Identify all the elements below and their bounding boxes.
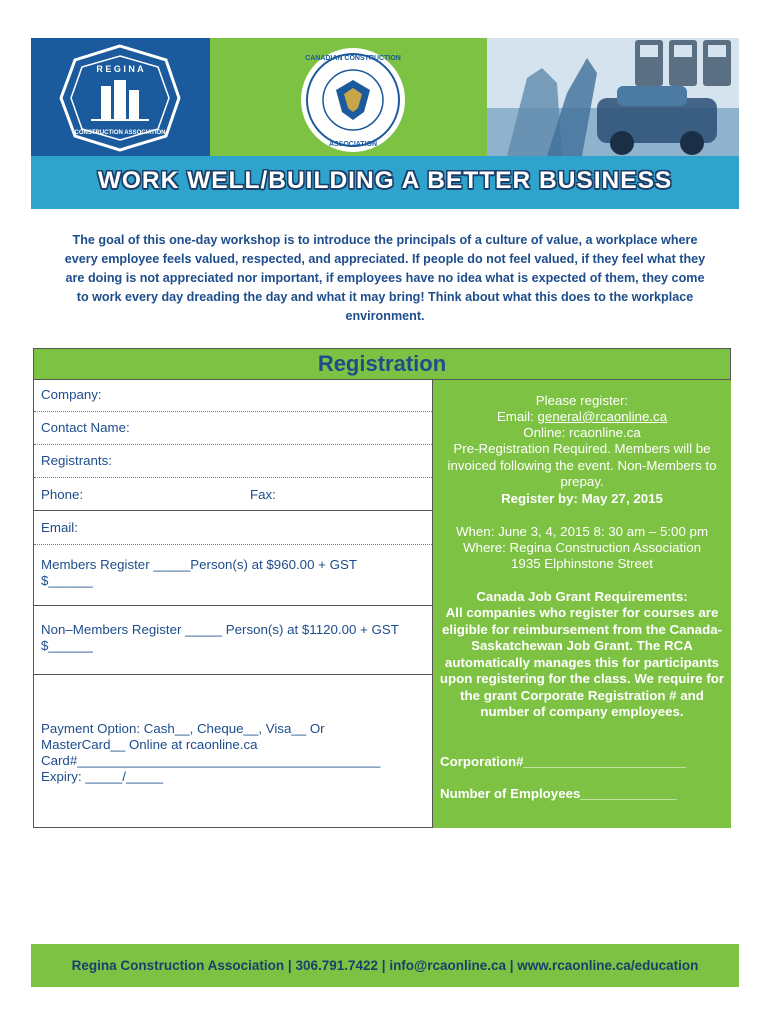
number-of-employees-field[interactable]: Number of Employees_____________ (440, 786, 677, 801)
corporation-number-field[interactable]: Corporation#______________________ (440, 754, 687, 769)
email-link[interactable]: general@rcaonline.ca (537, 409, 668, 424)
registration-title: Registration (317, 351, 447, 376)
email-line (433, 409, 731, 426)
registration-header (34, 349, 730, 380)
intro-paragraph: The goal of this one-day workshop is to introduce the principals of a culture of value, a workplace where every employee feels valued, respected, and appreciated. If people do not feel valued, if they feel what they are doing is not appreciated nor important, if employees have no idea what is expected of them, they come to work every day dreading the day and what it may bring! Think about what this does to the workplace environment. (64, 233, 706, 323)
card-number-field[interactable]: Card#_________________________________________ (41, 753, 381, 768)
preregistration-text: Pre-Registration Required. Members will be invoiced following the event. Non-Members to prepay. (447, 441, 717, 489)
svg-text:R E G I N A: R E G I N A (96, 64, 144, 74)
when-text: When: June 3, 4, 2015 8: 30 am – 5:00 pm (455, 524, 709, 539)
svg-text:CONSTRUCTION ASSOCIATION: CONSTRUCTION ASSOCIATION (74, 130, 166, 136)
footer-contact-text: Regina Construction Association | 306.791.7422 | info@rcaonline.ca | www.rcaonline.ca/education (71, 958, 699, 973)
expiry-field[interactable]: Expiry: _____/_____ (41, 769, 163, 784)
svg-text:CANADIAN CONSTRUCTION: CANADIAN CONSTRUCTION (305, 55, 401, 62)
divider (34, 477, 432, 478)
footer-bar (31, 944, 739, 987)
divider (34, 605, 432, 606)
grant-body: All companies who register for courses are eligible for reimbursement from the Canada-Saskatchewan Job Grant. The RCA automatically manages this for participants upon registering for the class. We require for the grant Corporate Registration # and number of company employees. (439, 605, 725, 719)
divider (34, 510, 432, 511)
logo-panel (31, 38, 210, 156)
divider (34, 544, 432, 545)
street-text: 1935 Elphinstone Street (511, 556, 653, 571)
please-register-text: Please register: (535, 393, 629, 408)
gold-seal-logo (210, 38, 487, 156)
seal-panel (210, 38, 487, 156)
registrants-field[interactable]: Registrants: (41, 453, 112, 468)
divider (34, 444, 432, 445)
where-text: Where: Regina Construction Association (463, 540, 701, 555)
workers-truck-photo (487, 38, 739, 156)
rca-logo (31, 38, 210, 156)
members-register-field[interactable]: Members Register _____Person(s) at $960.00 + GST $______ (41, 557, 357, 588)
phone-field[interactable]: Phone: (41, 487, 84, 502)
fax-field[interactable]: Fax: (250, 487, 276, 502)
register-by-text: Register by: May 27, 2015 (501, 491, 663, 506)
company-field[interactable]: Company: (41, 387, 102, 402)
nonmembers-register-field[interactable]: Non–Members Register _____ Person(s) at $1120.00 + GST $______ (41, 622, 399, 653)
svg-text:ASSOCIATION: ASSOCIATION (328, 141, 378, 148)
banner-title: WORK WELL/BUILDING A BETTER BUSINESS (97, 167, 673, 194)
contact-name-field[interactable]: Contact Name: (41, 420, 130, 435)
email-field[interactable]: Email: (41, 520, 78, 535)
registration-form (33, 348, 731, 828)
registration-info-panel (432, 380, 731, 828)
registration-fields (34, 380, 432, 828)
online-link[interactable]: Online: rcaonline.ca (523, 425, 641, 440)
divider (34, 674, 432, 675)
mastercard-online-text: MasterCard__ Online at rcaonline.ca (41, 737, 258, 752)
payment-option-field[interactable]: Payment Option: Cash__, Cheque__, Visa__ Or (41, 721, 325, 736)
email-label: Email: (496, 409, 538, 424)
title-banner (31, 156, 739, 209)
divider (34, 411, 432, 412)
grant-title: Canada Job Grant Requirements: (476, 589, 688, 604)
